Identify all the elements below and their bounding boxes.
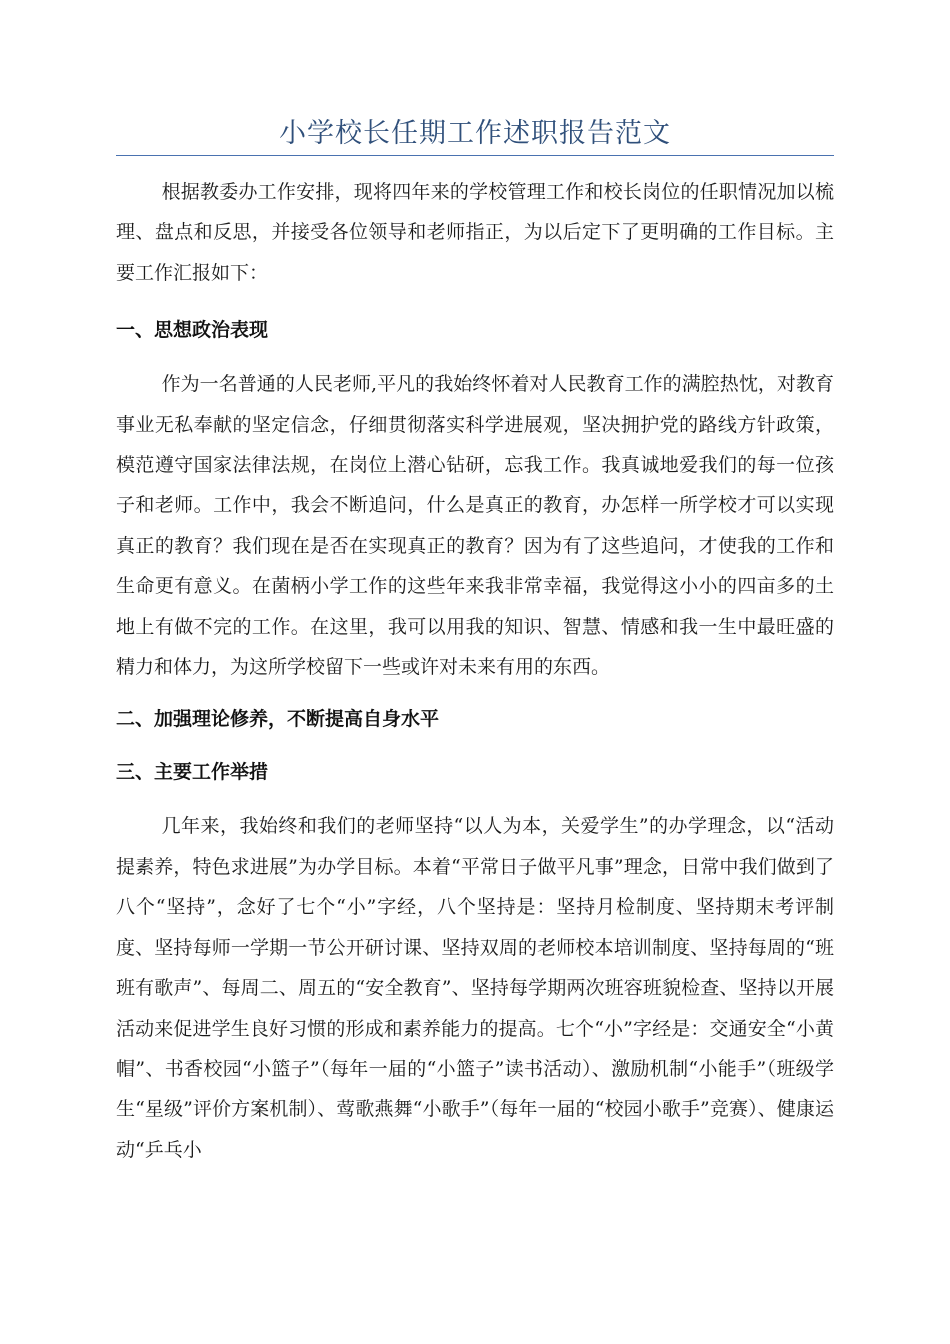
section-heading-3: 三、主要工作举措 [116,761,269,784]
section-heading-1: 一、思想政治表现 [116,319,269,342]
section-paragraph-1: 作为一名普通的人民老师,平凡的我始终怀着对人民教育工作的满腔热忱，对教育事业无私奉献的坚定信念，仔细贯彻落实科学进展观，坚决拥护党的路线方针政策，模范遵守国家法律法规，在岗位上潜心钻研，忘我工作。我真诚地爱我们的每一位孩子和老师。工作中，我会不断追问，什么是真正的教育，办怎样一所学校才可以实现真正的教育？我们现在是否在实现真正的教育？因为有了这些追问，才使我的工作和生命更有意义。在菌柄小学工作的这些年来我非常幸福，我觉得这小小的四亩多的土地上有做不完的工作。在这里，我可以用我的知识、智慧、情感和我一生中最旺盛的精力和体力，为这所学校留下一些或许对未来有用的东西。 [116,373,834,679]
section-paragraph-3: 几年来，我始终和我们的老师坚持“以人为本，关爱学生”的办学理念，以“活动提素养，特色求进展”为办学目标。本着“平常日子做平凡事”理念，日常中我们做到了八个“坚持”，念好了七个“小”字经，八个坚持是：坚持月检制度、坚持期末考评制度、坚持每师一学期一节公开研讨课、坚持双周的老师校本培训制度、坚持每周的“班班有歌声”、每周二、周五的“安全教育”、坚持每学期两次班容班貌检查、坚持以开展活动来促进学生良好习惯的形成和素养能力的提高。七个“小”字经是：交通安全“小黄帽”、书香校园“小篮子”（每年一届的“小篮子”读书活动）、激励机制“小能手”（班级学生“星级”评价方案机制）、莺歌燕舞“小歌手”（每年一届的“校园小歌手”竞赛）、健康运动“乒乓小 [116,815,834,1161]
title-underline [116,155,834,156]
document-title: 小学校长任期工作述职报告范文 [279,118,671,149]
intro-paragraph: 根据教委办工作安排，现将四年来的学校管理工作和校长岗位的任职情况加以梳理、盘点和反思，并接受各位领导和老师指正，为以后定下了更明确的工作目标。主要工作汇报如下： [116,181,834,284]
section-heading-2: 二、加强理论修养，不断提高自身水平 [116,708,440,731]
document-body [116,172,834,1170]
